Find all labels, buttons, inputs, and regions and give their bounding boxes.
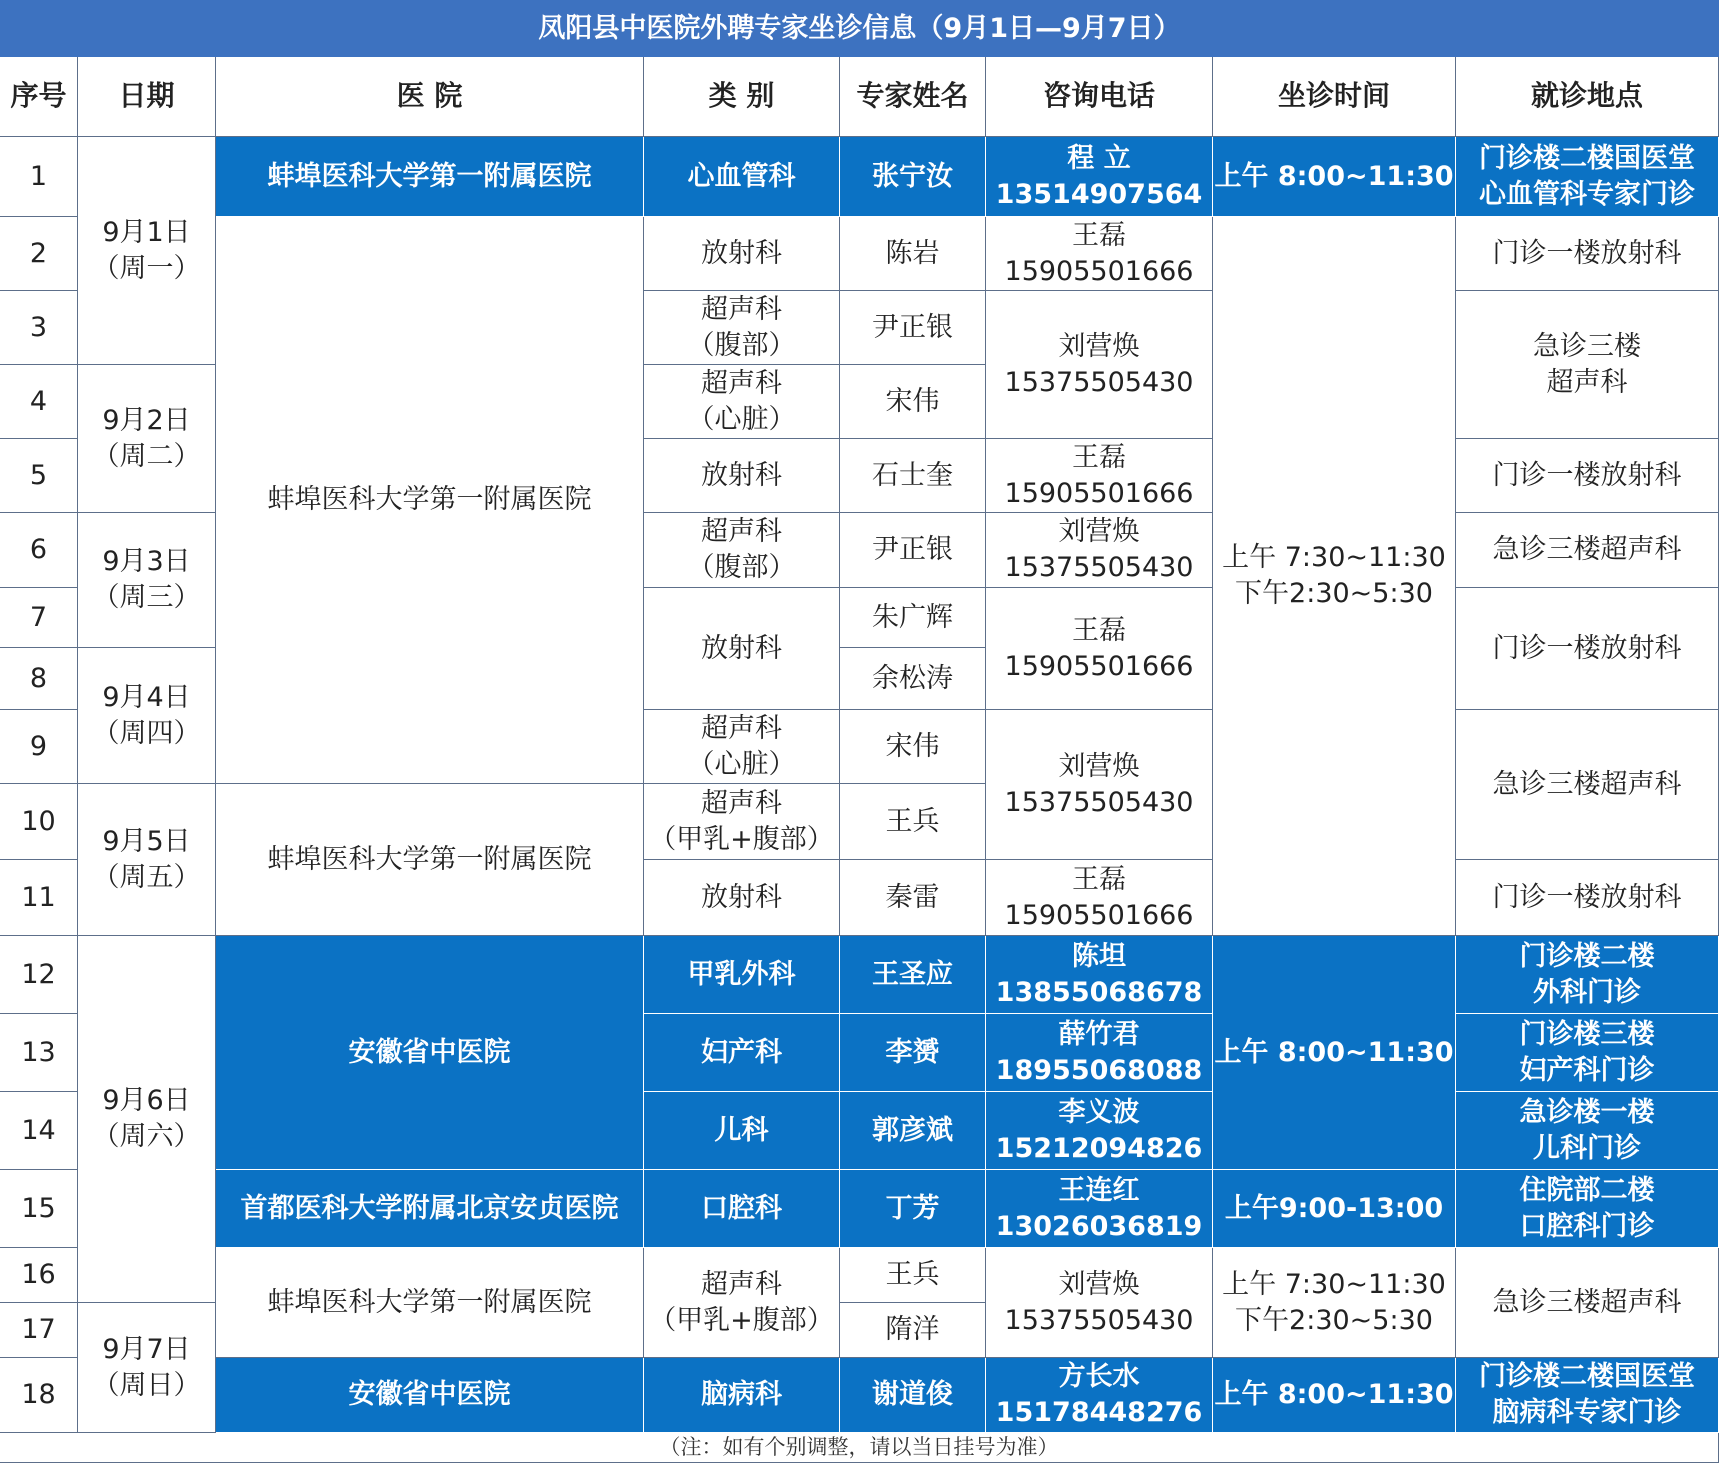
- category-cell: [644, 217, 840, 291]
- column-header-8: [1456, 57, 1719, 137]
- serial-cell-text: 1: [29, 160, 48, 192]
- column-header-6: [986, 57, 1213, 137]
- location-cell: [1456, 1248, 1719, 1358]
- date-cell: [78, 513, 216, 648]
- category-cell: [644, 137, 840, 217]
- expert-name-cell-text: 宋伟: [885, 730, 940, 762]
- expert-name-cell-text: 陈岩: [885, 237, 940, 269]
- column-header-5-text: 专家姓名: [856, 79, 969, 113]
- location-cell-text: 急诊楼一楼 儿科门诊: [1519, 1096, 1655, 1164]
- hospital-cell-text: 蚌埠医科大学第一附属医院: [267, 484, 592, 516]
- category-cell-text: 超声科 （甲乳+腹部）: [649, 1268, 834, 1336]
- phone-cell: [986, 1092, 1213, 1170]
- phone-cell: [986, 1170, 1213, 1248]
- expert-name-cell-text: 石士奎: [872, 459, 953, 491]
- category-cell: [644, 1170, 840, 1248]
- category-cell-text: 超声科 （甲乳+腹部）: [649, 787, 834, 855]
- column-header-2: [78, 57, 216, 137]
- serial-cell-text: 15: [21, 1192, 56, 1224]
- phone-cell-text: 王连红 13026036819: [995, 1174, 1203, 1242]
- phone-cell-text: 方长水 15178448276: [995, 1361, 1203, 1428]
- expert-name-cell: [840, 648, 986, 710]
- category-cell-text: 妇产科: [701, 1036, 782, 1068]
- clinic-time-cell: [1213, 137, 1456, 217]
- serial-cell: [0, 1170, 78, 1248]
- location-cell-text: 急诊三楼 超声科: [1533, 330, 1641, 398]
- date-cell-text: 9月6日 （周六）: [92, 1085, 201, 1152]
- date-cell-text: 9月5日 （周五）: [92, 825, 201, 893]
- serial-cell: [0, 936, 78, 1014]
- category-cell: [644, 291, 840, 365]
- phone-cell-text: 王磊 15905501666: [1004, 441, 1194, 509]
- category-cell-text: 心血管科: [687, 160, 796, 192]
- serial-cell-text: 6: [29, 534, 48, 566]
- date-cell-text: 9月2日 （周二）: [92, 404, 201, 472]
- phone-cell: [986, 1358, 1213, 1433]
- expert-name-cell: [840, 1303, 986, 1358]
- serial-cell-text: 5: [29, 459, 48, 491]
- category-cell: [644, 439, 840, 513]
- expert-name-cell-text: 郭彦斌: [872, 1114, 953, 1146]
- date-cell-text: 9月4日 （周四）: [92, 681, 201, 749]
- location-cell: [1456, 217, 1719, 291]
- column-header-7-text: 坐诊时间: [1277, 79, 1390, 113]
- phone-cell: [986, 588, 1213, 710]
- category-cell-text: 超声科 （心脏）: [687, 367, 796, 435]
- expert-name-cell: [840, 513, 986, 588]
- hospital-cell-text: 安徽省中医院: [348, 1036, 511, 1068]
- phone-cell-text: 程 立 13514907564: [995, 142, 1203, 210]
- location-cell: [1456, 1092, 1719, 1170]
- expert-name-cell: [840, 1248, 986, 1303]
- phone-cell-text: 王磊 15905501666: [1004, 614, 1194, 682]
- location-cell-text: 门诊楼二楼国医堂 心血管科专家门诊: [1479, 142, 1695, 210]
- hospital-cell: [216, 1248, 644, 1358]
- serial-cell: [0, 217, 78, 291]
- category-cell-text: 超声科 （腹部）: [687, 293, 796, 361]
- location-cell: [1456, 439, 1719, 513]
- category-cell: [644, 1358, 840, 1433]
- category-cell-text: 儿科: [714, 1114, 769, 1146]
- expert-name-cell-text: 张宁汝: [872, 160, 953, 192]
- date-cell: [78, 648, 216, 784]
- expert-name-cell-text: 宋伟: [885, 385, 940, 417]
- category-cell-text: 放射科: [701, 881, 782, 913]
- column-header-4-text: 类 别: [708, 79, 775, 113]
- expert-name-cell: [840, 1014, 986, 1092]
- category-cell: [644, 588, 840, 710]
- location-cell-text: 门诊一楼放射科: [1492, 459, 1682, 491]
- serial-cell: [0, 1303, 78, 1358]
- expert-name-cell-text: 隋洋: [885, 1314, 940, 1346]
- expert-name-cell: [840, 291, 986, 365]
- phone-cell: [986, 217, 1213, 291]
- serial-cell-text: 2: [29, 237, 48, 269]
- footnote-text: （注：如有个别调整，请以当日挂号为准）: [659, 1434, 1059, 1459]
- date-cell: [78, 1303, 216, 1433]
- category-cell: [644, 936, 840, 1014]
- hospital-cell: [216, 936, 644, 1170]
- location-cell: [1456, 710, 1719, 860]
- expert-name-cell: [840, 439, 986, 513]
- location-cell-text: 急诊三楼超声科: [1492, 1286, 1682, 1318]
- phone-cell-text: 王磊 15905501666: [1004, 863, 1194, 931]
- serial-cell: [0, 784, 78, 860]
- expert-name-cell: [840, 1170, 986, 1248]
- category-cell: [644, 860, 840, 936]
- column-header-1-text: 序号: [10, 79, 67, 113]
- phone-cell: [986, 439, 1213, 513]
- category-cell: [644, 1014, 840, 1092]
- expert-name-cell: [840, 588, 986, 648]
- serial-cell: [0, 860, 78, 936]
- phone-cell: [986, 1248, 1213, 1358]
- date-cell-text: 9月3日 （周三）: [92, 546, 201, 613]
- serial-cell: [0, 1092, 78, 1170]
- date-cell: [78, 137, 216, 365]
- location-cell-text: 门诊一楼放射科: [1492, 881, 1682, 913]
- column-header-8-text: 就诊地点: [1530, 79, 1643, 113]
- date-cell-text: 9月1日 （周一）: [92, 216, 201, 284]
- date-cell-text: 9月7日 （周日）: [92, 1333, 201, 1401]
- expert-name-cell: [840, 137, 986, 217]
- expert-name-cell-text: 谢道俊: [872, 1379, 953, 1411]
- clinic-time-cell-text: 上午 7:30~11:30 下午2:30~5:30: [1222, 1268, 1446, 1336]
- location-cell: [1456, 860, 1719, 936]
- expert-name-cell-text: 李赟: [885, 1036, 940, 1068]
- serial-cell-text: 16: [21, 1259, 56, 1291]
- expert-name-cell-text: 王兵: [885, 1259, 940, 1291]
- clinic-time-cell: [1213, 1248, 1456, 1358]
- hospital-cell-text: 蚌埠医科大学第一附属医院: [267, 1286, 592, 1318]
- phone-cell: [986, 291, 1213, 439]
- category-cell-text: 放射科: [701, 632, 782, 664]
- location-cell: [1456, 588, 1719, 710]
- location-cell: [1456, 513, 1719, 588]
- location-cell-text: 住院部二楼 口腔科门诊: [1519, 1174, 1655, 1242]
- column-header-3-text: 医 院: [396, 79, 463, 113]
- serial-cell: [0, 588, 78, 648]
- hospital-cell-text: 蚌埠医科大学第一附属医院: [267, 160, 592, 192]
- serial-cell-text: 18: [21, 1379, 56, 1411]
- location-cell: [1456, 1170, 1719, 1248]
- hospital-cell: [216, 137, 644, 217]
- clinic-time-cell: [1213, 217, 1456, 936]
- footnote: [0, 1433, 1719, 1463]
- expert-name-cell: [840, 936, 986, 1014]
- phone-cell: [986, 137, 1213, 217]
- clinic-time-cell: [1213, 936, 1456, 1170]
- phone-cell-text: 李义波 15212094826: [995, 1096, 1203, 1164]
- expert-name-cell-text: 余松涛: [872, 662, 953, 694]
- category-cell: [644, 513, 840, 588]
- phone-cell-text: 刘营焕 15375505430: [1004, 516, 1194, 583]
- serial-cell-text: 17: [21, 1314, 56, 1346]
- location-cell-text: 急诊三楼超声科: [1492, 534, 1682, 566]
- location-cell: [1456, 137, 1719, 217]
- phone-cell-text: 王磊 15905501666: [1004, 219, 1194, 287]
- expert-name-cell-text: 秦雷: [885, 881, 940, 913]
- date-cell: [78, 936, 216, 1303]
- category-cell-text: 放射科: [701, 237, 782, 269]
- table-title-text: 凤阳县中医院外聘专家坐诊信息（9月1日—9月7日）: [538, 12, 1181, 44]
- serial-cell-text: 3: [29, 311, 48, 343]
- date-cell: [78, 784, 216, 936]
- location-cell-text: 门诊楼二楼国医堂 脑病科专家门诊: [1479, 1361, 1695, 1428]
- expert-name-cell-text: 丁芳: [885, 1192, 940, 1224]
- phone-cell: [986, 513, 1213, 588]
- location-cell: [1456, 1358, 1719, 1433]
- serial-cell: [0, 1358, 78, 1433]
- clinic-time-cell-text: 上午 8:00~11:30: [1214, 1379, 1454, 1411]
- clinic-time-cell: [1213, 1170, 1456, 1248]
- category-cell: [644, 1092, 840, 1170]
- clinic-time-cell-text: 上午 7:30~11:30 下午2:30~5:30: [1222, 542, 1446, 609]
- expert-name-cell: [840, 1092, 986, 1170]
- serial-cell: [0, 291, 78, 365]
- expert-name-cell: [840, 860, 986, 936]
- expert-name-cell: [840, 217, 986, 291]
- clinic-time-cell: [1213, 1358, 1456, 1433]
- expert-name-cell-text: 尹正银: [872, 311, 953, 343]
- column-header-1: [0, 57, 78, 137]
- date-cell: [78, 365, 216, 513]
- table-title: [0, 0, 1719, 57]
- hospital-cell-text: 蚌埠医科大学第一附属医院: [267, 843, 592, 875]
- location-cell-text: 门诊楼二楼 外科门诊: [1519, 940, 1655, 1008]
- serial-cell-text: 14: [21, 1114, 56, 1146]
- column-header-4: [644, 57, 840, 137]
- column-header-6-text: 咨询电话: [1042, 79, 1155, 113]
- category-cell-text: 口腔科: [701, 1192, 782, 1224]
- category-cell-text: 超声科 （心脏）: [687, 712, 796, 780]
- location-cell-text: 门诊楼三楼 妇产科门诊: [1519, 1018, 1655, 1086]
- hospital-cell: [216, 784, 644, 936]
- serial-cell-text: 4: [29, 385, 48, 417]
- expert-name-cell: [840, 784, 986, 860]
- column-header-5: [840, 57, 986, 137]
- column-header-2-text: 日期: [118, 79, 175, 113]
- category-cell: [644, 710, 840, 784]
- serial-cell: [0, 1014, 78, 1092]
- category-cell-text: 脑病科: [701, 1379, 782, 1411]
- serial-cell-text: 8: [29, 662, 48, 694]
- phone-cell: [986, 936, 1213, 1014]
- serial-cell-text: 12: [21, 958, 56, 990]
- location-cell-text: 门诊一楼放射科: [1492, 632, 1682, 664]
- phone-cell-text: 薛竹君 18955068088: [995, 1018, 1203, 1086]
- expert-name-cell-text: 王圣应: [872, 958, 953, 990]
- serial-cell-text: 9: [29, 730, 48, 762]
- category-cell-text: 甲乳外科: [687, 958, 796, 990]
- serial-cell: [0, 365, 78, 439]
- hospital-cell: [216, 1170, 644, 1248]
- serial-cell: [0, 710, 78, 784]
- phone-cell-text: 刘营焕 15375505430: [1004, 750, 1194, 818]
- serial-cell-text: 13: [21, 1036, 56, 1068]
- expert-name-cell-text: 朱广辉: [872, 601, 953, 633]
- clinic-time-cell-text: 上午 8:00~11:30: [1214, 1036, 1454, 1068]
- clinic-time-cell-text: 上午9:00-13:00: [1224, 1192, 1444, 1224]
- location-cell-text: 门诊一楼放射科: [1492, 237, 1682, 269]
- serial-cell: [0, 513, 78, 588]
- expert-name-cell: [840, 365, 986, 439]
- expert-name-cell-text: 王兵: [885, 805, 940, 837]
- category-cell: [644, 1248, 840, 1358]
- serial-cell: [0, 1248, 78, 1303]
- expert-name-cell-text: 尹正银: [872, 534, 953, 566]
- clinic-time-cell-text: 上午 8:00~11:30: [1214, 160, 1454, 192]
- category-cell: [644, 784, 840, 860]
- serial-cell: [0, 439, 78, 513]
- serial-cell-text: 11: [21, 881, 56, 913]
- hospital-cell: [216, 217, 644, 784]
- location-cell: [1456, 291, 1719, 439]
- category-cell: [644, 365, 840, 439]
- hospital-cell: [216, 1358, 644, 1433]
- serial-cell: [0, 137, 78, 217]
- serial-cell-text: 7: [29, 601, 48, 633]
- category-cell-text: 超声科 （腹部）: [687, 516, 796, 583]
- location-cell: [1456, 936, 1719, 1014]
- hospital-cell-text: 安徽省中医院: [348, 1379, 511, 1411]
- phone-cell-text: 刘营焕 15375505430: [1004, 1268, 1194, 1336]
- phone-cell: [986, 710, 1213, 860]
- serial-cell: [0, 648, 78, 710]
- column-header-3: [216, 57, 644, 137]
- phone-cell-text: 陈坦 13855068678: [995, 940, 1203, 1008]
- phone-cell: [986, 860, 1213, 936]
- expert-name-cell: [840, 710, 986, 784]
- phone-cell-text: 刘营焕 15375505430: [1004, 330, 1194, 398]
- serial-cell-text: 10: [21, 805, 56, 837]
- phone-cell: [986, 1014, 1213, 1092]
- location-cell-text: 急诊三楼超声科: [1492, 768, 1682, 800]
- hospital-cell-text: 首都医科大学附属北京安贞医院: [240, 1192, 619, 1224]
- location-cell: [1456, 1014, 1719, 1092]
- expert-name-cell: [840, 1358, 986, 1433]
- category-cell-text: 放射科: [701, 459, 782, 491]
- column-header-7: [1213, 57, 1456, 137]
